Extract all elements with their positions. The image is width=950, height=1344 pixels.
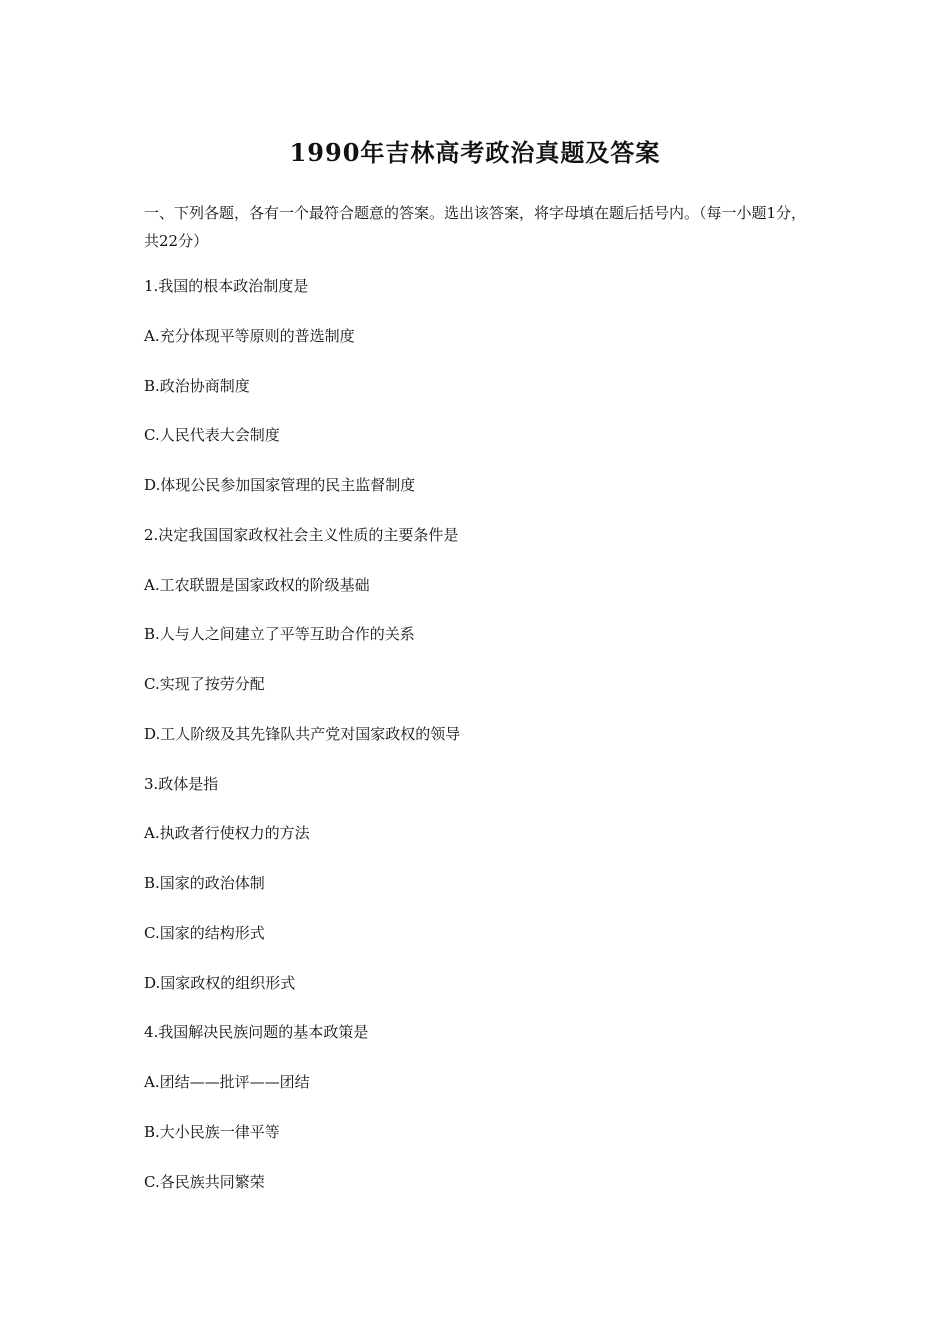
option-3b: B.国家的政治体制 <box>144 874 265 892</box>
section-instructions: 一、下列各题，各有一个最符合题意的答案。选出该答案，将字母填在题后括号内。（每一小题1分，共22分） <box>144 204 807 250</box>
option-2d: D.工人阶级及其先锋队共产党对国家政权的领导 <box>144 725 461 743</box>
option-1a: A.充分体现平等原则的普选制度 <box>144 327 355 345</box>
option-3a: A.执政者行使权力的方法 <box>144 824 310 842</box>
option-4c: C.各民族共同繁荣 <box>144 1173 265 1191</box>
option-3c: C.国家的结构形式 <box>144 924 265 942</box>
question-2: 2.决定我国国家政权社会主义性质的主要条件是 <box>144 526 459 544</box>
question-4: 4.我国解决民族问题的基本政策是 <box>144 1023 369 1041</box>
question-1: 1.我国的根本政治制度是 <box>144 277 309 295</box>
option-2a: A.工农联盟是国家政权的阶级基础 <box>144 576 370 594</box>
option-4b: B.大小民族一律平等 <box>144 1123 280 1141</box>
option-1d: D.体现公民参加国家管理的民主监督制度 <box>144 476 416 494</box>
option-4a: A.团结——批评——团结 <box>144 1073 310 1091</box>
option-2b: B.人与人之间建立了平等互助合作的关系 <box>144 625 415 643</box>
option-1c: C.人民代表大会制度 <box>144 426 280 444</box>
document-title: 1990年吉林高考政治真题及答案 <box>289 138 661 167</box>
option-2c: C.实现了按劳分配 <box>144 675 265 693</box>
option-1b: B.政治协商制度 <box>144 377 250 395</box>
option-3d: D.国家政权的组织形式 <box>144 974 296 992</box>
question-3: 3.政体是指 <box>144 775 219 793</box>
